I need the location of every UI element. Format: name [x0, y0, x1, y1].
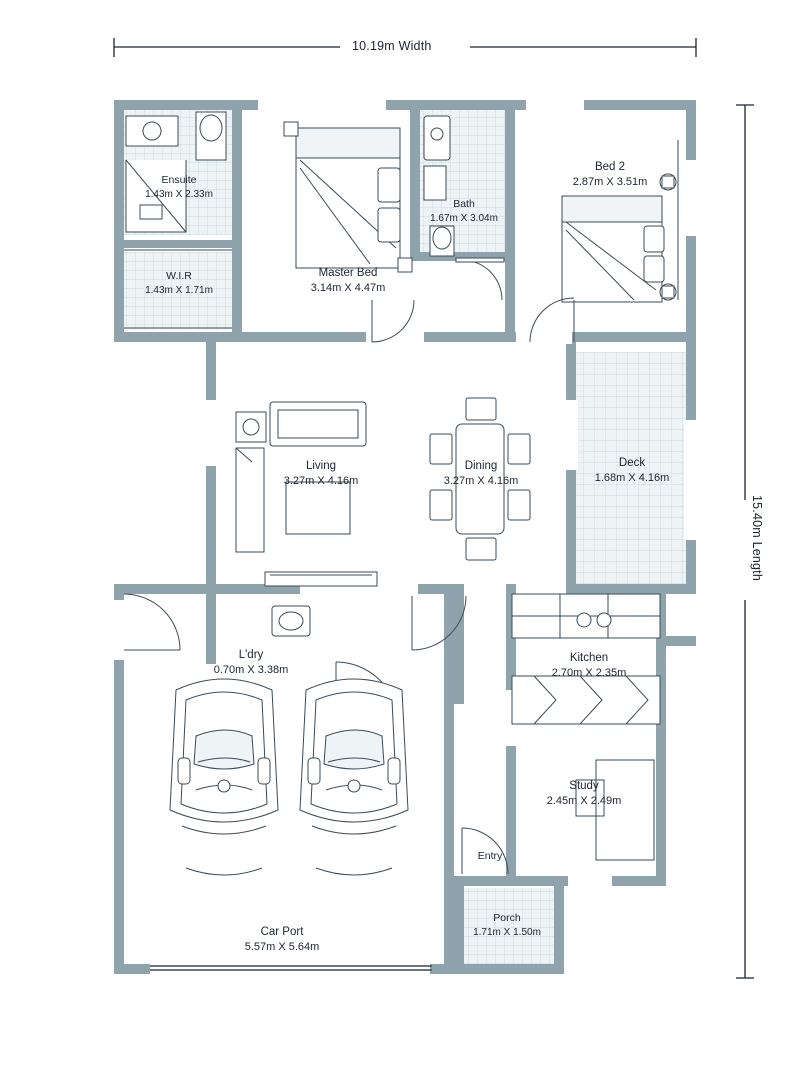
room-name: Ensuite	[161, 174, 197, 186]
room-name: Living	[305, 460, 337, 472]
room-name: Deck	[618, 457, 646, 469]
room-size: 2.45m X 2.49m	[546, 795, 622, 808]
room-size: 3.14m X 4.47m	[310, 282, 386, 295]
room-name: Bed 2	[594, 161, 626, 173]
room-name: Master Bed	[318, 267, 378, 279]
room-name: W.I.R	[166, 270, 192, 282]
room-name: Bath	[453, 198, 475, 210]
room-name: Entry	[477, 850, 503, 862]
room-name: Study	[569, 780, 599, 792]
room-size: 2.87m X 3.51m	[572, 176, 648, 189]
room-name: L'dry	[238, 649, 264, 661]
room-size: 1.43m X 1.71m	[145, 284, 213, 296]
room-size: 5.57m X 5.64m	[244, 941, 320, 954]
overall-length-label: 15.40m Length	[750, 495, 764, 581]
room-size: 1.71m X 1.50m	[473, 926, 541, 938]
room-size: 1.43m X 2.33m	[145, 188, 213, 200]
room-size: 2.70m X 2.35m	[551, 667, 627, 680]
room-name: Porch	[493, 912, 521, 924]
room-name: Kitchen	[569, 652, 609, 664]
room-size: 3.27m X 4.16m	[283, 475, 359, 488]
room-size: 1.68m X 4.16m	[594, 472, 670, 485]
room-name: Dining	[464, 460, 498, 472]
room-size: 3.27m X 4.16m	[443, 475, 519, 488]
room-size: 1.67m X 3.04m	[430, 212, 498, 224]
room-size: 0.70m X 3.38m	[213, 664, 289, 677]
overall-width-label: 10.19m Width	[352, 39, 432, 53]
room-name: Car Port	[260, 926, 304, 938]
